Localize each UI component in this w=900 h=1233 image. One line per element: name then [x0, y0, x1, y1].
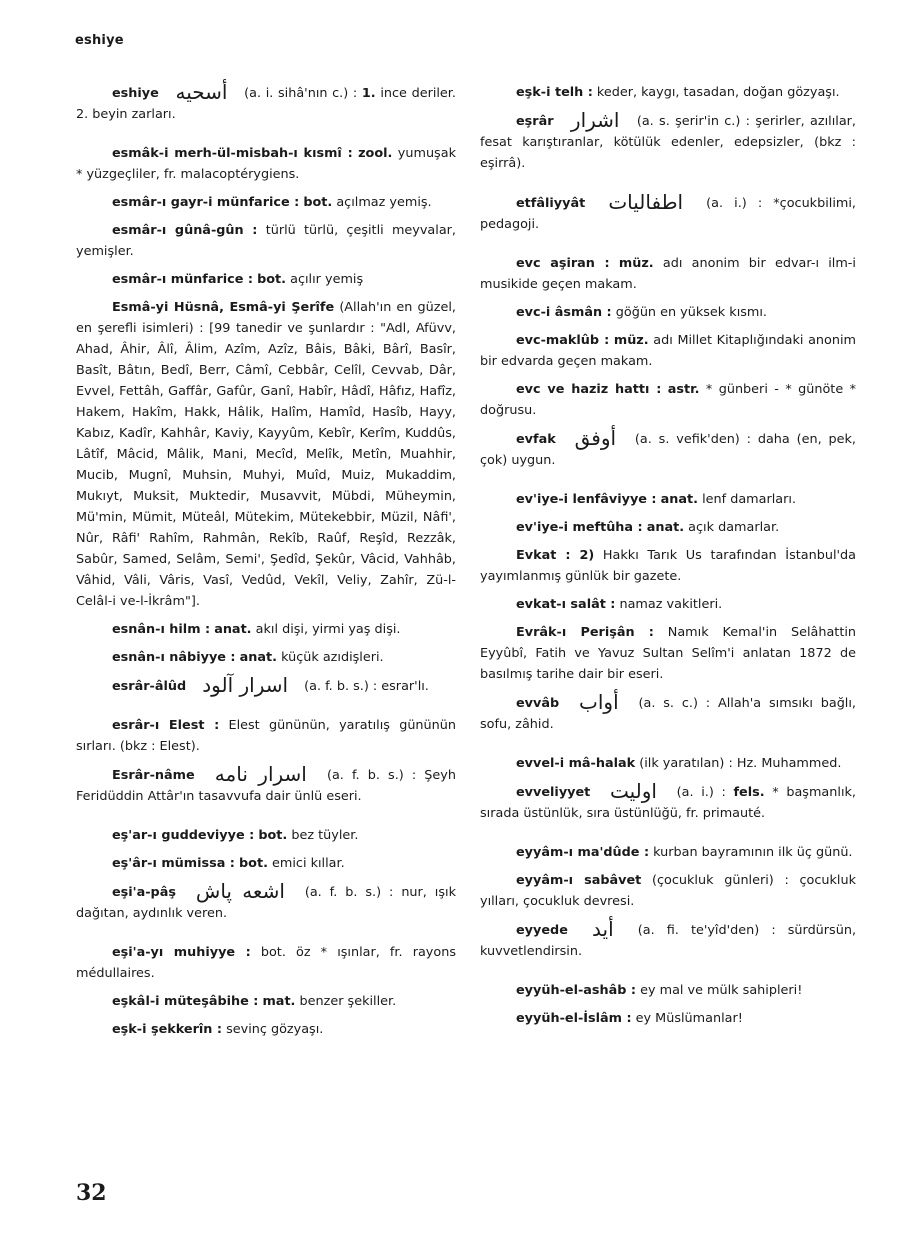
dictionary-entry	[76, 220, 456, 262]
definition: * günberi - * günöte * doğrusu.	[480, 382, 856, 418]
grammar-note: (a. s. c.) :	[638, 696, 711, 711]
grammar-note: (a. fi. te'yîd'den) :	[637, 923, 776, 938]
field-abbreviation: zool.	[358, 146, 393, 161]
dictionary-entry	[76, 764, 456, 807]
definition: sürdürsün, kuvvetlendirsin.	[480, 923, 857, 959]
field-abbreviation: müz.	[613, 333, 649, 348]
field-abbreviation: anat.	[214, 622, 252, 637]
dictionary-entry	[480, 428, 856, 471]
dictionary-entry	[480, 517, 856, 538]
definition: emici kıllar.	[272, 856, 345, 871]
dictionary-entry	[480, 1008, 856, 1029]
headword: evc aşiran :	[516, 256, 610, 271]
headword: esmâr-ı gayr-i münfarice :	[112, 195, 300, 210]
dictionary-entry	[480, 192, 856, 235]
field-abbreviation: bot.	[258, 828, 288, 843]
dictionary-entry	[76, 675, 456, 697]
definition: açılmaz yemiş.	[336, 195, 432, 210]
dictionary-entry	[480, 842, 856, 863]
definition: nur, ışık dağıtan, aydınlık veren.	[76, 885, 456, 921]
dictionary-entry	[76, 942, 456, 984]
dictionary-entry	[480, 781, 856, 824]
headword: Esrâr-nâme	[112, 768, 195, 783]
headword: esnân-ı hilm :	[112, 622, 211, 637]
field-abbreviation: anat.	[660, 492, 698, 507]
headword: eshiye	[112, 86, 159, 101]
headword: evvâb	[516, 696, 560, 711]
dictionary-entry	[76, 991, 456, 1012]
dictionary-entry	[480, 330, 856, 372]
headword: etfâliyyât	[516, 196, 586, 211]
definition: Şeyh Feridüddin Attâr'ın tasavvufa dair ünlü eseri.	[76, 768, 456, 804]
dictionary-entry	[480, 82, 856, 103]
arabic-script: أوفق	[574, 426, 617, 450]
headword: ev'iye-i lenfâviyye :	[516, 492, 657, 507]
headword: eş'ar-ı guddeviyye :	[112, 828, 255, 843]
grammar-note: (a. f. b. s.) :	[304, 885, 394, 900]
definition: bot. öz * ışınlar, fr. rayons médullaires.	[76, 945, 456, 981]
headword: Evkat : 2)	[516, 548, 595, 563]
definition: namaz vakitleri.	[619, 597, 723, 612]
arabic-script: اوليت	[609, 779, 657, 803]
definition: keder, kaygı, tasadan, doğan gözyaşı.	[596, 85, 840, 100]
dictionary-entry	[76, 192, 456, 213]
definition: sevinç gözyaşı.	[226, 1022, 324, 1037]
headword: evkat-ı salât :	[516, 597, 616, 612]
headword: Evrâk-ı Perişân :	[516, 625, 654, 640]
grammar-note: (a. s. vefik'den) :	[634, 432, 751, 447]
headword: eşi'a-pâş	[112, 885, 176, 900]
definition: Allah'a sımsıkı bağlı, sofu, zâhid.	[480, 696, 856, 732]
definition: açık damarlar.	[688, 520, 780, 535]
headword: evc-i âsmân :	[516, 305, 612, 320]
grammar-note: (a. i.) :	[676, 785, 726, 800]
headword: esnân-ı nâbiyye :	[112, 650, 236, 665]
headword: eşi'a-yı muhiyye :	[112, 945, 251, 960]
dictionary-entry	[480, 753, 856, 774]
arabic-script: اسرار آلود	[202, 673, 289, 697]
definition: lenf damarları.	[702, 492, 797, 507]
headword: eşrâr	[516, 114, 554, 129]
dictionary-entry	[480, 253, 856, 295]
headword: eyyâm-ı ma'dûde :	[516, 845, 650, 860]
dictionary-entry	[480, 489, 856, 510]
dictionary-entry	[480, 302, 856, 323]
field-abbreviation: anat.	[646, 520, 685, 535]
arabic-script: أيد	[592, 917, 614, 941]
dictionary-entry	[76, 825, 456, 846]
definition: *çocukbilimi, pedagoji.	[480, 196, 856, 232]
headword: evc-maklûb :	[516, 333, 610, 348]
definition: göğün en yüksek kısmı.	[615, 305, 768, 320]
headword: esrâr-ı Elest :	[112, 718, 220, 733]
headword: eyyüh-el-ashâb :	[516, 983, 637, 998]
arabic-script: أسحيه	[175, 80, 228, 104]
definition: açılır yemiş	[290, 272, 364, 287]
field-abbreviation: astr.	[667, 382, 700, 397]
field-abbreviation: bot.	[257, 272, 287, 287]
definition: daha (en, pek, çok) uygun.	[480, 432, 856, 468]
grammar-note: (a. s. şerir'in c.) :	[636, 114, 750, 129]
grammar-note: (a. i. sihâ'nın c.) :	[244, 86, 358, 101]
dictionary-entry	[480, 545, 856, 587]
definition: esrar'lı.	[381, 679, 429, 694]
dictionary-entry	[480, 919, 856, 962]
definition: ey Müslümanlar!	[635, 1011, 743, 1026]
definition: (ilk yaratılan) : Hz. Muhammed.	[639, 756, 842, 771]
definition: Elest gününün, yaratılış gününün sırları. (bkz : Elest).	[76, 718, 456, 754]
definition: ince deriler. 2. beyin zarları.	[76, 86, 456, 122]
dictionary-entry	[76, 297, 456, 612]
left-column	[76, 82, 456, 1047]
field-abbreviation: anat.	[239, 650, 277, 665]
headword: evveliyyet	[516, 785, 591, 800]
dictionary-entry	[480, 692, 856, 735]
definition: adı anonim bir edvar-ı ilm-i musikide geçen makam.	[480, 256, 856, 292]
definition: * başmanlık, sırada üstünlük, sıra üstünlüğü, fr. primauté.	[480, 785, 856, 821]
field-abbreviation: fels.	[733, 785, 765, 800]
dictionary-entry	[76, 143, 456, 185]
right-column	[480, 82, 856, 1036]
definition: bez tüyler.	[291, 828, 359, 843]
definition: türlü türlü, çeşitli meyvalar, yemişler.	[76, 223, 456, 259]
grammar-note: (a. f. b. s.) :	[304, 679, 378, 694]
dictionary-entry	[76, 853, 456, 874]
definition: küçük azıdişleri.	[281, 650, 384, 665]
headword: eş'âr-ı mümissa :	[112, 856, 235, 871]
headword: esmâk-i merh-ül-misbah-ı kısmî :	[112, 146, 353, 161]
definition: adı Millet Kitaplığındaki anonim bir edvarda geçen makam.	[480, 333, 856, 369]
guide-word: eshiye	[75, 33, 124, 48]
definition: benzer şekiller.	[299, 994, 397, 1009]
headword: Esmâ-yi Hüsnâ, Esmâ-yi Şerîfe	[112, 300, 335, 315]
headword: esmâr-ı gûnâ-gûn :	[112, 223, 258, 238]
headword: eşkâl-i müteşâbihe :	[112, 994, 259, 1009]
definition: Hakkı Tarık Us tarafından İstanbul'da yayımlanmış günlük bir gazete.	[480, 548, 856, 584]
definition: kurban bayramının ilk üç günü.	[653, 845, 853, 860]
arabic-script: اطفاليات	[608, 190, 684, 214]
dictionary-entry	[76, 269, 456, 290]
headword: eyyüh-el-İslâm :	[516, 1011, 632, 1026]
headword: eyyede	[516, 923, 568, 938]
grammar-note: (a. i.) :	[706, 196, 763, 211]
dictionary-entry	[480, 594, 856, 615]
field-abbreviation: bot.	[303, 195, 333, 210]
headword: evc ve haziz hattı :	[516, 382, 662, 397]
arabic-script: اسرار نامه	[214, 762, 307, 786]
headword: eşk-i şekkerîn :	[112, 1022, 222, 1037]
arabic-script: اشعه پاش	[195, 879, 285, 903]
dictionary-entry	[76, 715, 456, 757]
headword: eşk-i telh :	[516, 85, 593, 100]
headword: esrâr-âlûd	[112, 679, 187, 694]
dictionary-entry	[76, 647, 456, 668]
arabic-script: أواب	[579, 690, 619, 714]
dictionary-entry	[480, 379, 856, 421]
dictionary-entry	[480, 980, 856, 1001]
headword: eyyâm-ı sabâvet	[516, 873, 642, 888]
field-abbreviation: bot.	[239, 856, 268, 871]
arabic-script: اشرار	[570, 108, 620, 132]
headword: evvel-i mâ-halak	[516, 756, 636, 771]
dictionary-entry	[76, 82, 456, 125]
headword: evfak	[516, 432, 556, 447]
headword: ev'iye-i meftûha :	[516, 520, 643, 535]
dictionary-entry	[76, 1019, 456, 1040]
headword: esmâr-ı münfarice :	[112, 272, 254, 287]
definition: (Allah'ın en güzel, en şerefli isimleri) : [99 tanedir ve şunlardır : "Adl, Afüvv, Ahad, Âhir, Âlî, Âlim, Azîm, Azîz, Bâis, Bâki, Bârî, Basîr, Basît, Bâtın, Bedî, Berr, Câmî, Cebbâr, Celîl, Cevvab, Dâr, Evvel, Fettâh, Gaffâr, Gafûr, Ganî, Habîr, Hâdî, Hâfız, Hafîz, Hakem, Hakîm, Hakk, Hâlik, Halîm, Hamîd, Hasîb, Hayy, Kabız, Kadîr, Kahhâr, Kaviy, Kayyûm, Kebîr, Kerîm, Kuddûs, Lâtîf, Mâcid, Mâlik, Mani, Mecîd, Melîk, Metîn, Muahhir, Mucib, Mugnî, Muhsin, Muhyi, Muîd, Muiz, Mukaddim, Mukıyt, Muksit, Muktedir, Musavvit, Mübdi, Müheymin, Mü'min, Mümit, Müteâl, Mütekim, Mütekebbir, Müzil, Nâfi', Nûr, Râfi' Rahîm, Rahmân, Rekîb, Raûf, Reşîd, Rezzâk, Sabûr, Samed, Selâm, Semi', Şedîd, Şekûr, Vâcid, Vahhâb, Vâhid, Vâli, Vâris, Vasî, Vedûd, Vekîl, Veliy, Zahîr, Zü-l-Celâl-i ve-l-İkrâm"].	[76, 300, 456, 609]
dictionary-entry	[480, 110, 856, 174]
definition: ey mal ve mülk sahipleri!	[640, 983, 803, 998]
field-abbreviation: müz.	[618, 256, 654, 271]
grammar-note: (a. f. b. s.) :	[326, 768, 417, 783]
definition: şerirler, azılılar, fesat karıştıranlar, kötülük edenler, edepsizler, (bkz : eşirrâ).	[480, 114, 857, 171]
dictionary-entry	[480, 870, 856, 912]
field-abbreviation: 1.	[361, 86, 376, 101]
dictionary-entry	[76, 881, 456, 924]
page-number: 32	[76, 1180, 107, 1206]
definition: (çocukluk günleri) : çocukluk yılları, çocukluk devresi.	[480, 873, 856, 909]
field-abbreviation: mat.	[262, 994, 296, 1009]
definition: Namık Kemal'in Selâhattin Eyyûbî, Fatih ve Yavuz Sultan Selîm'i anlatan 1872 de basılmış tarihe dair bir eseri.	[480, 625, 856, 682]
dictionary-entry	[480, 622, 856, 685]
definition: yumuşak * yüzgeçliler, fr. malacoptérygiens.	[76, 146, 456, 182]
definition: akıl dişi, yirmi yaş dişi.	[255, 622, 401, 637]
dictionary-entry	[76, 619, 456, 640]
